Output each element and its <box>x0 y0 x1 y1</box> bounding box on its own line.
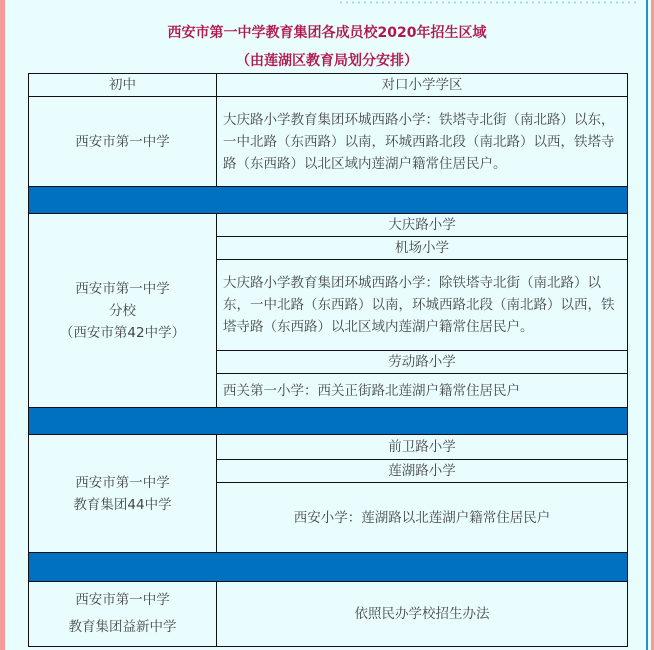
area-cell: 大庆路小学教育集团环城西路小学：除铁塔寺北街（南北路）以东，一中北路（东西路）以南，环城西路北段（南北路）以西，铁塔寺路（东西路）以北区域内莲湖户籍常住居民户。 <box>217 260 628 351</box>
area-cell: 劳动路小学 <box>217 351 628 374</box>
decorative-dots <box>338 0 638 5</box>
school-name: 西安市第一中学 <box>29 97 217 187</box>
school-name: 西安市第一中学 教育集团益新中学 <box>29 582 217 647</box>
area-cell: 依照民办学校招生办法 <box>217 582 628 647</box>
area-cell: 莲湖路小学 <box>217 460 628 483</box>
separator-row <box>29 553 628 582</box>
separator-row <box>29 187 628 214</box>
table-row <box>29 582 628 647</box>
table-row <box>29 214 628 237</box>
area-cell: 西安小学：莲湖路以北莲湖户籍常住居民户 <box>217 483 628 553</box>
school-name: 西安市第一中学 分校 （西安市第42中学） <box>29 214 217 408</box>
area-cell: 大庆路小学 <box>217 214 628 237</box>
area-cell: 机场小学 <box>217 237 628 260</box>
area-cell: 西关第一小学：西关正街路北莲湖户籍常住居民户 <box>217 374 628 408</box>
enrollment-table <box>28 73 628 647</box>
school-name: 西安市第一中学 教育集团44中学 <box>29 435 217 553</box>
separator-row <box>29 408 628 435</box>
table-header-row <box>29 74 628 97</box>
left-border <box>0 0 5 650</box>
header-middle-school: 初中 <box>29 74 217 97</box>
page-subtitle: （由莲湖区教育局划分安排） <box>236 53 418 69</box>
table-row <box>29 97 628 187</box>
header-primary-district: 对口小学学区 <box>217 74 628 97</box>
page-title: 西安市第一中学教育集团各成员校2020年招生区域 <box>167 25 487 41</box>
area-cell: 大庆路小学教育集团环城西路小学：铁塔寺北街（南北路）以东，一中北路（东西路）以南，环城西路北段（南北路）以西，铁塔寺路（东西路）以北区域内莲湖户籍常住居民户。 <box>217 97 628 187</box>
table-row <box>29 435 628 460</box>
right-border-line <box>646 0 648 650</box>
area-cell: 前卫路小学 <box>217 435 628 460</box>
